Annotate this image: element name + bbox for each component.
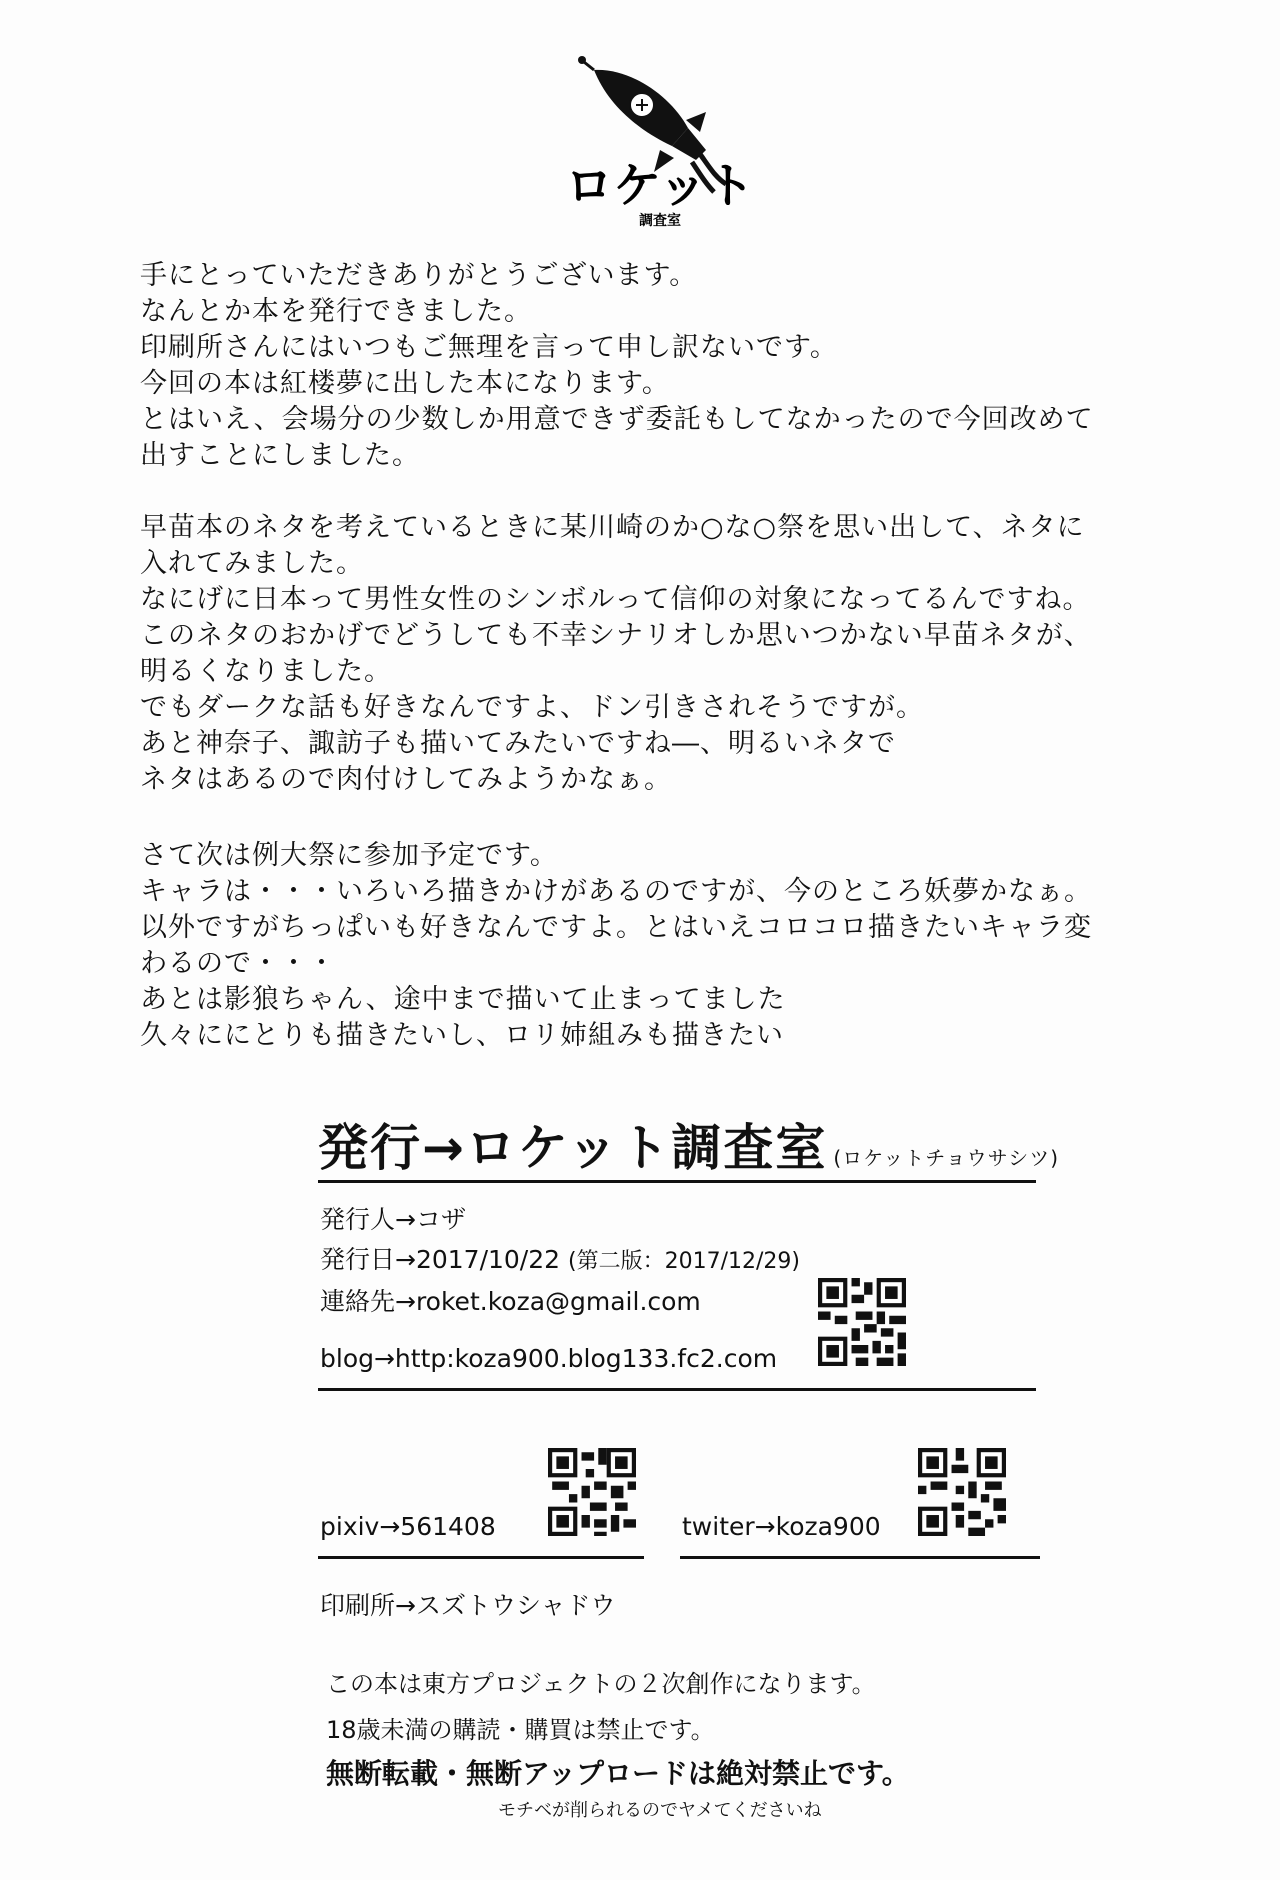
text-line: とはいえ、会場分の少数しか用意できず委託もしてなかったので今回改めて bbox=[140, 404, 1094, 435]
divider bbox=[318, 1180, 1036, 1183]
text-line: キャラは・・・いろいろ描きかけがあるのですが、今のところ妖夢かなぁ。 bbox=[140, 876, 1092, 907]
second-edition-date: (第二版：2017/12/29) bbox=[568, 1249, 800, 1274]
text-line: ネタはあるので肉付けしてみようかなぁ。 bbox=[140, 764, 672, 795]
logo-subtitle: 調査室 bbox=[639, 213, 681, 229]
title-reading: (ロケットチョウサシツ) bbox=[833, 1146, 1060, 1170]
publisher-circle-name: 発行→ロケット調査室 bbox=[318, 1119, 828, 1177]
age-restriction-notice: 18歳未満の購読・購買は禁止です。 bbox=[326, 1716, 715, 1744]
motivation-note: モチベが削られるのでヤメてくださいね bbox=[498, 1800, 822, 1821]
no-reupload-notice: 無断転載・無断アップロードは絶対禁止です。 bbox=[326, 1757, 910, 1790]
logo-wordmark: ロケット bbox=[565, 158, 755, 214]
text-line: 早苗本のネタを考えているときに某川崎のか○な○祭を思い出して、ネタに bbox=[140, 512, 1085, 543]
divider bbox=[318, 1556, 644, 1559]
contact-line: 連絡先→roket.koza@gmail.com bbox=[320, 1287, 701, 1316]
text-line: 以外ですがちっぱいも好きなんですよ。とはいえコロコロ描きたいキャラ変 bbox=[140, 912, 1092, 943]
doujin-notice: この本は東方プロジェクトの２次創作になります。 bbox=[326, 1670, 876, 1698]
text-line: あとは影狼ちゃん、途中まで描いて止まってました bbox=[140, 984, 786, 1015]
rocket-logo bbox=[560, 50, 760, 230]
afterword-paragraph-2 bbox=[140, 510, 1190, 798]
divider bbox=[318, 1388, 1036, 1391]
qr-code-icon bbox=[818, 1278, 906, 1366]
text-line: 出すことにしました。 bbox=[140, 440, 420, 471]
text-line: なにげに日本って男性女性のシンボルって信仰の対象になってるんですね。 bbox=[140, 584, 1091, 615]
divider bbox=[680, 1556, 1040, 1559]
colophon-title bbox=[318, 1108, 1059, 1180]
pixiv-line: pixiv→561408 bbox=[320, 1512, 496, 1541]
text-line: 今回の本は紅楼夢に出した本になります。 bbox=[140, 368, 670, 399]
text-line: 入れてみました。 bbox=[140, 548, 364, 579]
printer-line: 印刷所→スズトウシャドウ bbox=[320, 1591, 616, 1620]
text-line: このネタのおかげでどうしても不幸シナリオしか思いつかない早苗ネタが、 bbox=[140, 620, 1092, 651]
text-line: 久々ににとりも描きたいし、ロリ姉組みも描きたい bbox=[140, 1020, 784, 1051]
twitter-line: twiter→koza900 bbox=[682, 1512, 881, 1541]
publish-date-line bbox=[320, 1240, 800, 1276]
text-line: 印刷所さんにはいつもご無理を言って申し訳ないです。 bbox=[140, 332, 838, 363]
publish-date: 発行日→2017/10/22 bbox=[320, 1245, 561, 1274]
blog-line: blog→http:koza900.blog133.fc2.com bbox=[320, 1344, 778, 1373]
text-line: なんとか本を発行できました。 bbox=[140, 296, 532, 327]
text-line: あと神奈子、諏訪子も描いてみたいですね―、明るいネタで bbox=[140, 728, 896, 759]
text-line: さて次は例大祭に参加予定です。 bbox=[140, 840, 558, 871]
text-line: でもダークな話も好きなんですよ、ドン引きされそうですが。 bbox=[140, 692, 924, 723]
publisher-line: 発行人→コザ bbox=[320, 1205, 466, 1234]
text-line: わるので・・・ bbox=[140, 948, 336, 979]
twitter-qr-code-icon bbox=[918, 1448, 1006, 1536]
pixiv-qr-code-icon bbox=[548, 1448, 636, 1536]
text-line: 明るくなりました。 bbox=[140, 656, 392, 687]
afterword-paragraph-3 bbox=[140, 838, 1190, 1054]
afterword-paragraph-1 bbox=[140, 258, 1190, 474]
text-line: 手にとっていただきありがとうございます。 bbox=[140, 260, 698, 291]
